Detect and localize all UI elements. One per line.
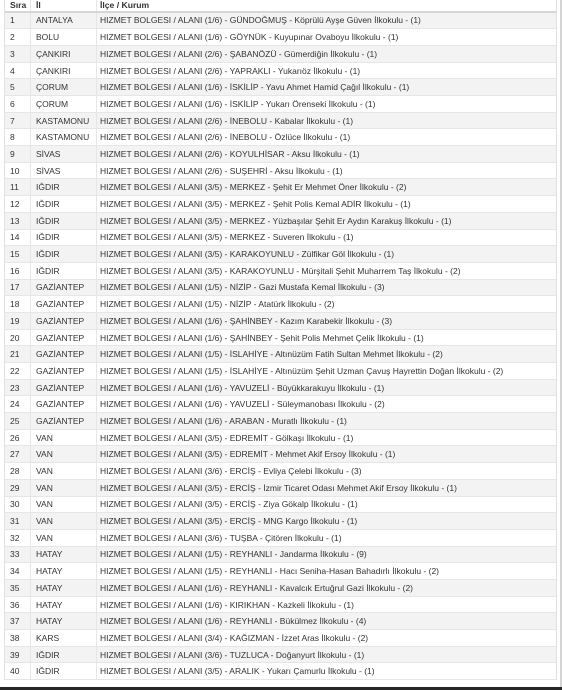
province-cell: HATAY bbox=[31, 563, 97, 579]
row-number-cell: 35 bbox=[5, 580, 31, 596]
table-row bbox=[5, 630, 556, 647]
row-number-cell: 10 bbox=[5, 163, 31, 179]
province-cell: IĞDIR bbox=[31, 230, 97, 246]
table-row bbox=[5, 63, 556, 80]
row-number-cell: 3 bbox=[5, 46, 31, 62]
district-institution-cell: HIZMET BOLGESI / ALANI (1/6) - İSKİLİP - Yavu Ahmet Hamid Çağıl İlkokulu - (1) bbox=[100, 82, 410, 93]
table-row bbox=[5, 547, 556, 564]
province-cell: HATAY bbox=[31, 597, 97, 613]
table-row bbox=[5, 663, 556, 680]
province-cell: VAN bbox=[31, 446, 97, 462]
province-cell: IĞDIR bbox=[31, 246, 97, 262]
district-institution-cell: HIZMET BOLGESI / ALANI (1/6) - ARABAN - Muratlı İlkokulu - (1) bbox=[100, 415, 347, 426]
row-number-cell: 33 bbox=[5, 547, 31, 563]
province-cell: GAZİANTEP bbox=[31, 396, 97, 412]
table-row bbox=[5, 113, 556, 130]
province-cell: HATAY bbox=[31, 547, 97, 563]
table-body bbox=[5, 13, 556, 681]
table-row bbox=[5, 363, 556, 380]
row-number-cell: 17 bbox=[5, 280, 31, 296]
district-institution-cell: HIZMET BOLGESI / ALANI (1/5) - REYHANLI - Hacı Seniha-Hasan Bahadırlı İlkokulu - (2) bbox=[100, 566, 440, 577]
province-cell: VAN bbox=[31, 497, 97, 513]
table-row bbox=[5, 380, 556, 397]
row-number-cell: 9 bbox=[5, 146, 31, 162]
row-number-cell: 5 bbox=[5, 79, 31, 95]
province-cell: IĞDIR bbox=[31, 647, 97, 663]
district-institution-cell: HIZMET BOLGESI / ALANI (2/6) - İNEBOLU - Özlüce İlkokulu - (1) bbox=[100, 132, 351, 143]
district-institution-cell: HIZMET BOLGESI / ALANI (2/6) - İNEBOLU - Kabalar İlkokulu - (1) bbox=[100, 115, 354, 126]
district-institution-cell: HIZMET BOLGESI / ALANI (1/6) - YAVUZELİ - Büyükkarakuyu İlkokulu - (1) bbox=[100, 382, 385, 393]
province-cell: GAZİANTEP bbox=[31, 330, 97, 346]
district-institution-cell: HIZMET BOLGESI / ALANI (3/5) - MERKEZ - Şehit Polis Kemal ADİR İlkokulu - (1) bbox=[100, 199, 411, 209]
district-institution-cell: HIZMET BOLGESI / ALANI (3/5) - MERKEZ - Yüzbaşılar Şehit Er Aydın Karakuş İlkokulu - (1) bbox=[100, 215, 452, 226]
district-institution-cell: HIZMET BOLGESI / ALANI (1/6) - ŞAHİNBEY - Şehit Polis Mehmet Çelik İlkokulu - (1) bbox=[100, 332, 424, 343]
row-number-cell: 23 bbox=[5, 380, 31, 396]
table-row bbox=[5, 446, 556, 463]
province-cell: BOLU bbox=[31, 29, 97, 45]
row-number-cell: 6 bbox=[5, 96, 31, 112]
province-cell: GAZİANTEP bbox=[31, 380, 97, 396]
table-row bbox=[5, 613, 556, 630]
province-cell: VAN bbox=[31, 530, 97, 546]
row-number-cell: 7 bbox=[5, 113, 31, 129]
row-number-cell: 27 bbox=[5, 446, 31, 462]
district-institution-cell: HIZMET BOLGESI / ALANI (2/6) - YAPRAKLI - Yukarıöz İlkokulu - (1) bbox=[100, 65, 361, 76]
table-row bbox=[5, 597, 556, 614]
district-institution-cell: HIZMET BOLGESI / ALANI (3/5) - ERCİŞ - İzmir Ticaret Odası Mehmet Akif Ersoy İlkokulu - (1) bbox=[100, 482, 457, 493]
district-institution-cell: HIZMET BOLGESI / ALANI (1/5) - İSLAHİYE - Altınüzüm Fatih Sultan Mehmet İlkokulu - (2) bbox=[100, 349, 443, 360]
row-number-cell: 15 bbox=[5, 246, 31, 262]
row-number-cell: 21 bbox=[5, 346, 31, 362]
row-number-cell: 14 bbox=[5, 230, 31, 246]
province-cell: SİVAS bbox=[31, 163, 97, 179]
province-cell: VAN bbox=[31, 430, 97, 446]
row-number-cell: 28 bbox=[5, 463, 31, 479]
row-number-cell: 26 bbox=[5, 430, 31, 446]
district-institution-cell: HIZMET BOLGESI / ALANI (1/5) - NİZİP - Gazi Mustafa Kemal İlkokulu - (3) bbox=[100, 282, 385, 293]
table-row bbox=[5, 196, 556, 213]
row-number-cell: 16 bbox=[5, 263, 31, 279]
row-number-cell: 11 bbox=[5, 179, 31, 195]
district-institution-cell: HIZMET BOLGESI / ALANI (2/6) - KOYULHİSAR - Aksu İlkokulu - (1) bbox=[100, 148, 360, 159]
table-row bbox=[5, 430, 556, 447]
row-number-cell: 40 bbox=[5, 663, 31, 679]
province-cell: HATAY bbox=[31, 580, 97, 596]
province-cell: ÇANKIRI bbox=[31, 63, 97, 79]
province-cell: ÇANKIRI bbox=[31, 46, 97, 62]
row-number-cell: 38 bbox=[5, 630, 31, 646]
table-row bbox=[5, 230, 556, 247]
province-cell: ANTALYA bbox=[31, 13, 97, 29]
district-institution-cell: HIZMET BOLGESI / ALANI (3/6) - TUZLUCA - Doğanyurt İlkokulu - (1) bbox=[100, 649, 365, 660]
district-institution-cell: HIZMET BOLGESI / ALANI (1/6) - İSKİLİP - Yukarı Örenseki İlkokulu - (1) bbox=[100, 98, 376, 109]
table-row bbox=[5, 79, 556, 96]
table-row bbox=[5, 29, 556, 46]
table-row bbox=[5, 497, 556, 514]
header-sira: Sıra bbox=[5, 0, 31, 11]
district-institution-cell: HIZMET BOLGESI / ALANI (3/5) - ERCİŞ - Ziya Gökalp İlkokulu - (1) bbox=[100, 499, 358, 510]
table-row bbox=[5, 530, 556, 547]
row-number-cell: 1 bbox=[5, 13, 31, 29]
table-row bbox=[5, 46, 556, 63]
table-row bbox=[5, 647, 556, 664]
province-cell: IĞDIR bbox=[31, 663, 97, 679]
district-institution-cell: HIZMET BOLGESI / ALANI (1/5) - REYHANLI - Jandarma İlkokulu - (9) bbox=[100, 549, 367, 560]
district-institution-cell: HIZMET BOLGESI / ALANI (1/6) - REYHANLI - Bükülmez İlkokulu - (4) bbox=[100, 616, 367, 627]
district-institution-cell: HIZMET BOLGESI / ALANI (1/6) - REYHANLI - Kavalcık Ertuğrul Gazi İlkokulu - (2) bbox=[100, 582, 414, 593]
table-row bbox=[5, 13, 556, 30]
table-row bbox=[5, 163, 556, 180]
district-institution-cell: HIZMET BOLGESI / ALANI (1/6) - GÜNDOĞMUŞ - Köprülü Ayşe Güven İlkokulu - (1) bbox=[100, 15, 421, 26]
row-number-cell: 34 bbox=[5, 563, 31, 579]
row-number-cell: 36 bbox=[5, 597, 31, 613]
district-institution-cell: HIZMET BOLGESI / ALANI (3/5) - KARAKOYUNLU - Zülfikar Göl İlkokulu - (1) bbox=[100, 249, 395, 260]
table-row bbox=[5, 263, 556, 280]
district-institution-cell: HIZMET BOLGESI / ALANI (3/5) - ERCİŞ - MNG Kargo İlkokulu - (1) bbox=[100, 516, 358, 527]
table-row bbox=[5, 179, 556, 196]
district-institution-cell: HIZMET BOLGESI / ALANI (3/5) - EDREMİT - Gölkaşı İlkokulu - (1) bbox=[100, 432, 354, 443]
table-row bbox=[5, 296, 556, 313]
row-number-cell: 18 bbox=[5, 296, 31, 312]
table-row bbox=[5, 330, 556, 347]
district-institution-cell: HIZMET BOLGESI / ALANI (1/6) - GÖYNÜK - Kuyupınar Ovaboyu İlkokulu - (1) bbox=[100, 32, 399, 43]
row-number-cell: 22 bbox=[5, 363, 31, 379]
row-number-cell: 29 bbox=[5, 480, 31, 496]
row-number-cell: 32 bbox=[5, 530, 31, 546]
district-institution-cell: HIZMET BOLGESI / ALANI (1/6) - YAVUZELİ - Süleymanobası İlkokulu - (2) bbox=[100, 399, 385, 410]
table-row bbox=[5, 146, 556, 163]
row-number-cell: 25 bbox=[5, 413, 31, 429]
district-institution-cell: HIZMET BOLGESI / ALANI (3/6) - TUŞBA - Çitören İlkokulu - (1) bbox=[100, 532, 342, 543]
district-institution-cell: HIZMET BOLGESI / ALANI (3/5) - ARALIK - Yukarı Çamurlu İlkokulu - (1) bbox=[100, 666, 375, 677]
table-row bbox=[5, 463, 556, 480]
row-number-cell: 19 bbox=[5, 313, 31, 329]
table-header-row bbox=[5, 0, 556, 13]
row-number-cell: 39 bbox=[5, 647, 31, 663]
row-number-cell: 30 bbox=[5, 497, 31, 513]
district-institution-cell: HIZMET BOLGESI / ALANI (3/5) - MERKEZ - Suveren İlkokulu - (1) bbox=[100, 232, 354, 243]
province-cell: IĞDIR bbox=[31, 179, 97, 195]
table-row bbox=[5, 563, 556, 580]
table-row bbox=[5, 96, 556, 113]
district-institution-cell: HIZMET BOLGESI / ALANI (2/6) - ŞABANÖZÜ - Gümerdiğin İlkokulu - (1) bbox=[100, 48, 378, 59]
province-cell: VAN bbox=[31, 513, 97, 529]
district-institution-cell: HIZMET BOLGESI / ALANI (1/5) - İSLAHİYE - Altınüzüm Şehit Uzman Çavuş Hayrettin Doğan İlkokulu - (2) bbox=[100, 365, 504, 376]
district-institution-cell: HIZMET BOLGESI / ALANI (1/6) - ŞAHİNBEY - Kazım Karabekir İlkokulu - (3) bbox=[100, 315, 393, 326]
province-cell: ÇORUM bbox=[31, 79, 97, 95]
table-row bbox=[5, 480, 556, 497]
district-institution-cell: HIZMET BOLGESI / ALANI (3/5) - EDREMİT - Mehmet Akif Ersoy İlkokulu - (1) bbox=[100, 449, 396, 460]
province-cell: GAZİANTEP bbox=[31, 280, 97, 296]
province-cell: VAN bbox=[31, 463, 97, 479]
row-number-cell: 13 bbox=[5, 213, 31, 229]
province-cell: KASTAMONU bbox=[31, 113, 97, 129]
placement-table bbox=[4, 0, 557, 680]
province-cell: ÇORUM bbox=[31, 96, 97, 112]
row-number-cell: 4 bbox=[5, 63, 31, 79]
province-cell: IĞDIR bbox=[31, 263, 97, 279]
district-institution-cell: HIZMET BOLGESI / ALANI (3/5) - KARAKOYUNLU - Mürşitali Şehit Muharrem Taş İlkokulu - (2) bbox=[100, 265, 461, 276]
province-cell: VAN bbox=[31, 480, 97, 496]
district-institution-cell: HIZMET BOLGESI / ALANI (1/5) - NİZİP - Atatürk İlkokulu - (2) bbox=[100, 299, 335, 310]
district-institution-cell: HIZMET BOLGESI / ALANI (3/4) - KAĞIZMAN - İzzet Aras İlkokulu - (2) bbox=[100, 632, 369, 643]
province-cell: IĞDIR bbox=[31, 196, 97, 212]
row-number-cell: 24 bbox=[5, 396, 31, 412]
province-cell: GAZİANTEP bbox=[31, 413, 97, 429]
table-row bbox=[5, 513, 556, 530]
province-cell: SİVAS bbox=[31, 146, 97, 162]
row-number-cell: 37 bbox=[5, 613, 31, 629]
district-institution-cell: HIZMET BOLGESI / ALANI (3/6) - ERCİŞ - Evliya Çelebi İlkokulu - (3) bbox=[100, 466, 362, 476]
province-cell: HATAY bbox=[31, 613, 97, 629]
table-row bbox=[5, 346, 556, 363]
province-cell: GAZİANTEP bbox=[31, 313, 97, 329]
table-row bbox=[5, 280, 556, 297]
province-cell: KARS bbox=[31, 630, 97, 646]
table-row bbox=[5, 129, 556, 146]
header-ilce-kurum: İlçe / Kurum bbox=[100, 0, 150, 11]
province-cell: IĞDIR bbox=[31, 213, 97, 229]
district-institution-cell: HIZMET BOLGESI / ALANI (3/5) - MERKEZ - Şehit Er Mehmet Öner İlkokulu - (2) bbox=[100, 182, 407, 193]
row-number-cell: 2 bbox=[5, 29, 31, 45]
province-cell: GAZİANTEP bbox=[31, 363, 97, 379]
row-number-cell: 12 bbox=[5, 196, 31, 212]
row-number-cell: 8 bbox=[5, 129, 31, 145]
province-cell: GAZİANTEP bbox=[31, 346, 97, 362]
table-row bbox=[5, 313, 556, 330]
district-institution-cell: HIZMET BOLGESI / ALANI (2/6) - SUŞEHRİ - Aksu İlkokulu - (1) bbox=[100, 165, 343, 176]
province-cell: GAZİANTEP bbox=[31, 296, 97, 312]
table-row bbox=[5, 396, 556, 413]
table-row bbox=[5, 413, 556, 430]
row-number-cell: 20 bbox=[5, 330, 31, 346]
province-cell: KASTAMONU bbox=[31, 129, 97, 145]
district-institution-cell: HIZMET BOLGESI / ALANI (1/6) - KIRIKHAN - Kazkeli İlkokulu - (1) bbox=[100, 599, 354, 610]
table-row bbox=[5, 246, 556, 263]
row-number-cell: 31 bbox=[5, 513, 31, 529]
table-row bbox=[5, 580, 556, 597]
table-row bbox=[5, 213, 556, 230]
header-il: İl bbox=[31, 0, 97, 11]
